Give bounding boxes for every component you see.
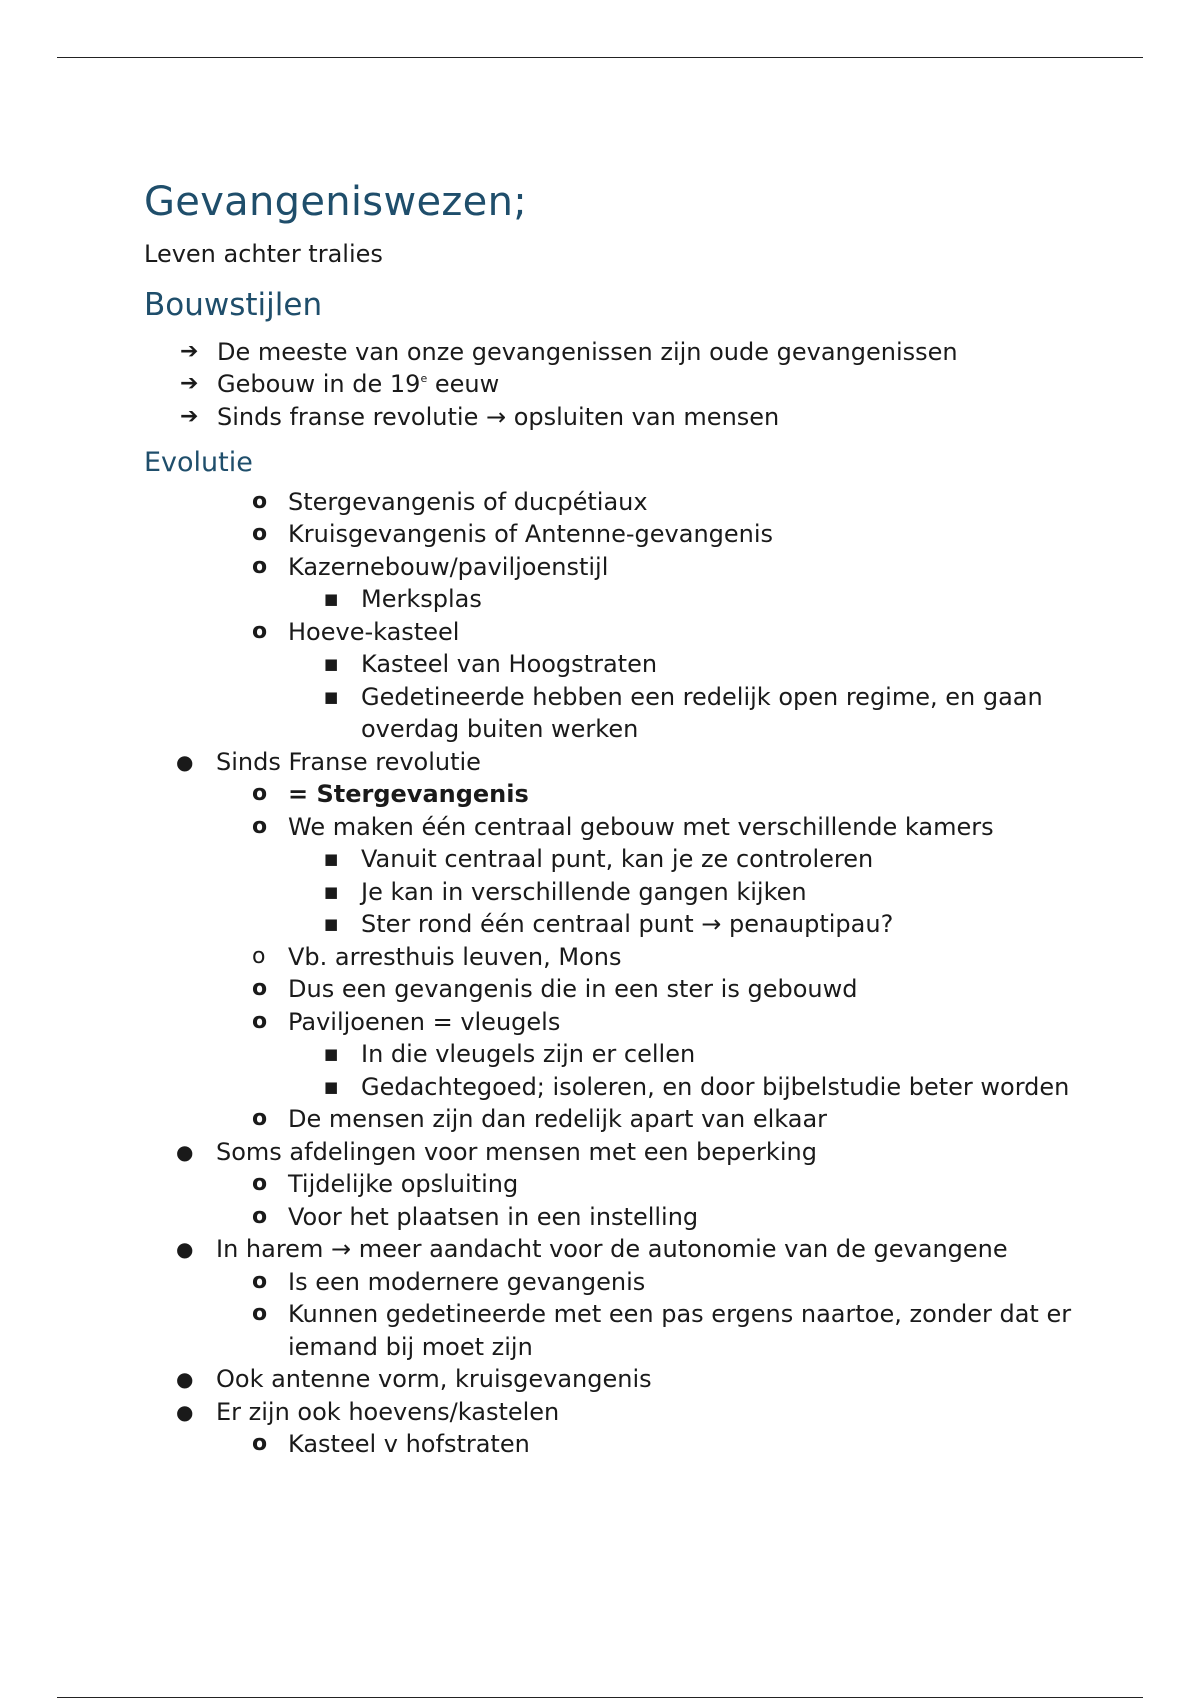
square-bullet-icon: ■ [324,655,339,674]
list-item-text: Vb. arresthuis leuven, Mons [288,942,622,971]
arrow-item [144,368,1084,401]
list-item-level-2 [144,486,1084,519]
bullet-icon: ● [176,1237,194,1262]
list-item-level-2 [144,778,1084,811]
list-item-text: Je kan in verschillende gangen kijken [361,877,807,906]
list-item-text: In harem → meer aandacht voor de autonomie van de gevangene [216,1235,1008,1264]
list-item-level-2 [144,518,1084,551]
list-item-level-2 [144,1201,1084,1234]
circle-bullet-icon: o [252,1268,268,1294]
arrow-icon: ➔ [180,371,199,397]
list-item-text: Er zijn ook hoevens/kastelen [216,1397,560,1426]
list-item-level-3 [144,843,1084,876]
square-bullet-icon: ■ [324,915,339,934]
square-bullet-icon: ■ [324,1077,339,1096]
list-item-text: = Stergevangenis [288,780,529,809]
item-text-suffix: eeuw [427,370,500,399]
item-text-prefix: Gebouw in de 19 [217,370,421,399]
square-bullet-icon: ■ [324,850,339,869]
list-item-level-2 [144,1298,1084,1363]
list-item-level-3 [144,648,1084,681]
list-item-level-2 [144,1103,1084,1136]
list-item-text: Merksplas [361,585,482,614]
circle-bullet-icon: o [252,813,268,839]
list-item-text: Kunnen gedetineerde met een pas ergens naartoe, zonder dat er iemand bij moet zijn [288,1300,1072,1361]
list-item-level-2 [144,1006,1084,1039]
list-item-text: Ster rond één centraal punt → penauptipau? [361,910,894,939]
circle-bullet-icon: o [252,1008,268,1034]
header-rule [57,57,1143,58]
arrow-icon: ➔ [180,338,199,364]
list-item-level-2 [144,811,1084,844]
list-item-level-1 [144,1233,1084,1266]
circle-bullet-icon: o [252,1301,268,1327]
bullet-icon: ● [176,1367,194,1392]
list-item-level-2 [144,1428,1084,1461]
heading-bouwstijlen: Bouwstijlen [144,286,323,323]
bullet-icon: ● [176,1399,194,1424]
list-item-level-2 [144,973,1084,1006]
square-bullet-icon: ■ [324,590,339,609]
circle-bullet-icon: o [252,618,268,644]
document-title: Gevangeniswezen; [144,179,528,225]
list-item-text: Voor het plaatsen in een instelling [288,1202,699,1231]
list-item-text: Tijdelijke opsluiting [288,1170,519,1199]
list-item-text: Dus een gevangenis die in een ster is gebouwd [288,975,858,1004]
bullet-icon: ● [176,1139,194,1164]
list-item-text: Soms afdelingen voor mensen met een beperking [216,1137,817,1166]
arrow-list [144,336,1084,434]
list-item-level-1 [144,1363,1084,1396]
list-item-text: Paviljoenen = vleugels [288,1007,561,1036]
list-item-level-2 [144,941,1084,974]
square-bullet-icon: ■ [324,1045,339,1064]
list-item-level-3 [144,876,1084,909]
square-bullet-icon: ■ [324,687,339,706]
circle-bullet-icon: o [252,781,268,807]
bullet-icon: ● [176,749,194,774]
footer-rule [57,1697,1143,1698]
list-item-level-3 [144,1038,1084,1071]
list-item-text: In die vleugels zijn er cellen [361,1040,696,1069]
list-item-text: Gedetineerde hebben een redelijk open regime, en gaan overdag buiten werken [361,682,1043,744]
list-item-text: Vanuit centraal punt, kan je ze controleren [361,845,874,874]
circle-bullet-icon: o [252,553,268,579]
list-item-text: Ook antenne vorm, kruisgevangenis [216,1365,652,1394]
circle-bullet-icon: o [252,1203,268,1229]
list-item-text: Kasteel van Hoogstraten [361,650,658,679]
circle-bullet-icon: o [252,976,268,1002]
list-item-level-3 [144,681,1084,746]
list-item-text: Kruisgevangenis of Antenne-gevangenis [288,520,774,549]
list-item-level-2 [144,1266,1084,1299]
list-item-text: Hoeve-kasteel [288,617,460,646]
circle-bullet-icon: o [252,1431,268,1457]
arrow-item: ➔ Sinds franse revolutie → opsluiten van mensen [144,401,1084,434]
circle-bullet-icon: o [252,943,266,969]
list-item-level-3 [144,908,1084,941]
square-bullet-icon: ■ [324,882,339,901]
arrow-item: ➔ De meeste van onze gevangenissen zijn oude gevangenissen [144,336,1084,369]
list-item-level-2 [144,551,1084,584]
list-item-level-3 [144,1071,1084,1104]
superscript: e [420,372,428,386]
list-item-level-2 [144,616,1084,649]
evolutie-list [144,486,1084,1461]
list-item-text: Kazernebouw/paviljoenstijl [288,552,609,581]
list-item-level-3 [144,583,1084,616]
circle-bullet-icon: o [252,1106,268,1132]
arrow-icon: ➔ [180,403,199,429]
list-item-text: Is een modernere gevangenis [288,1267,646,1296]
list-item-text: We maken één centraal gebouw met verschillende kamers [288,812,994,841]
circle-bullet-icon: o [252,1171,268,1197]
circle-bullet-icon: o [252,488,268,514]
list-item-text: De mensen zijn dan redelijk apart van elkaar [288,1105,828,1134]
list-item-level-2 [144,1168,1084,1201]
list-item-level-1 [144,746,1084,779]
document-subtitle: Leven achter tralies [144,240,383,268]
list-item-level-1 [144,1136,1084,1169]
list-item-text: Sinds Franse revolutie [216,747,481,776]
document-body [144,170,1084,1461]
list-item-text: Stergevangenis of ducpétiaux [288,487,648,516]
list-item-text: Kasteel v hofstraten [288,1430,530,1459]
heading-evolutie: Evolutie [144,447,253,479]
list-item-level-1 [144,1396,1084,1429]
circle-bullet-icon: o [252,521,268,547]
list-item-text: Gedachtegoed; isoleren, en door bijbelstudie beter worden [361,1072,1070,1101]
